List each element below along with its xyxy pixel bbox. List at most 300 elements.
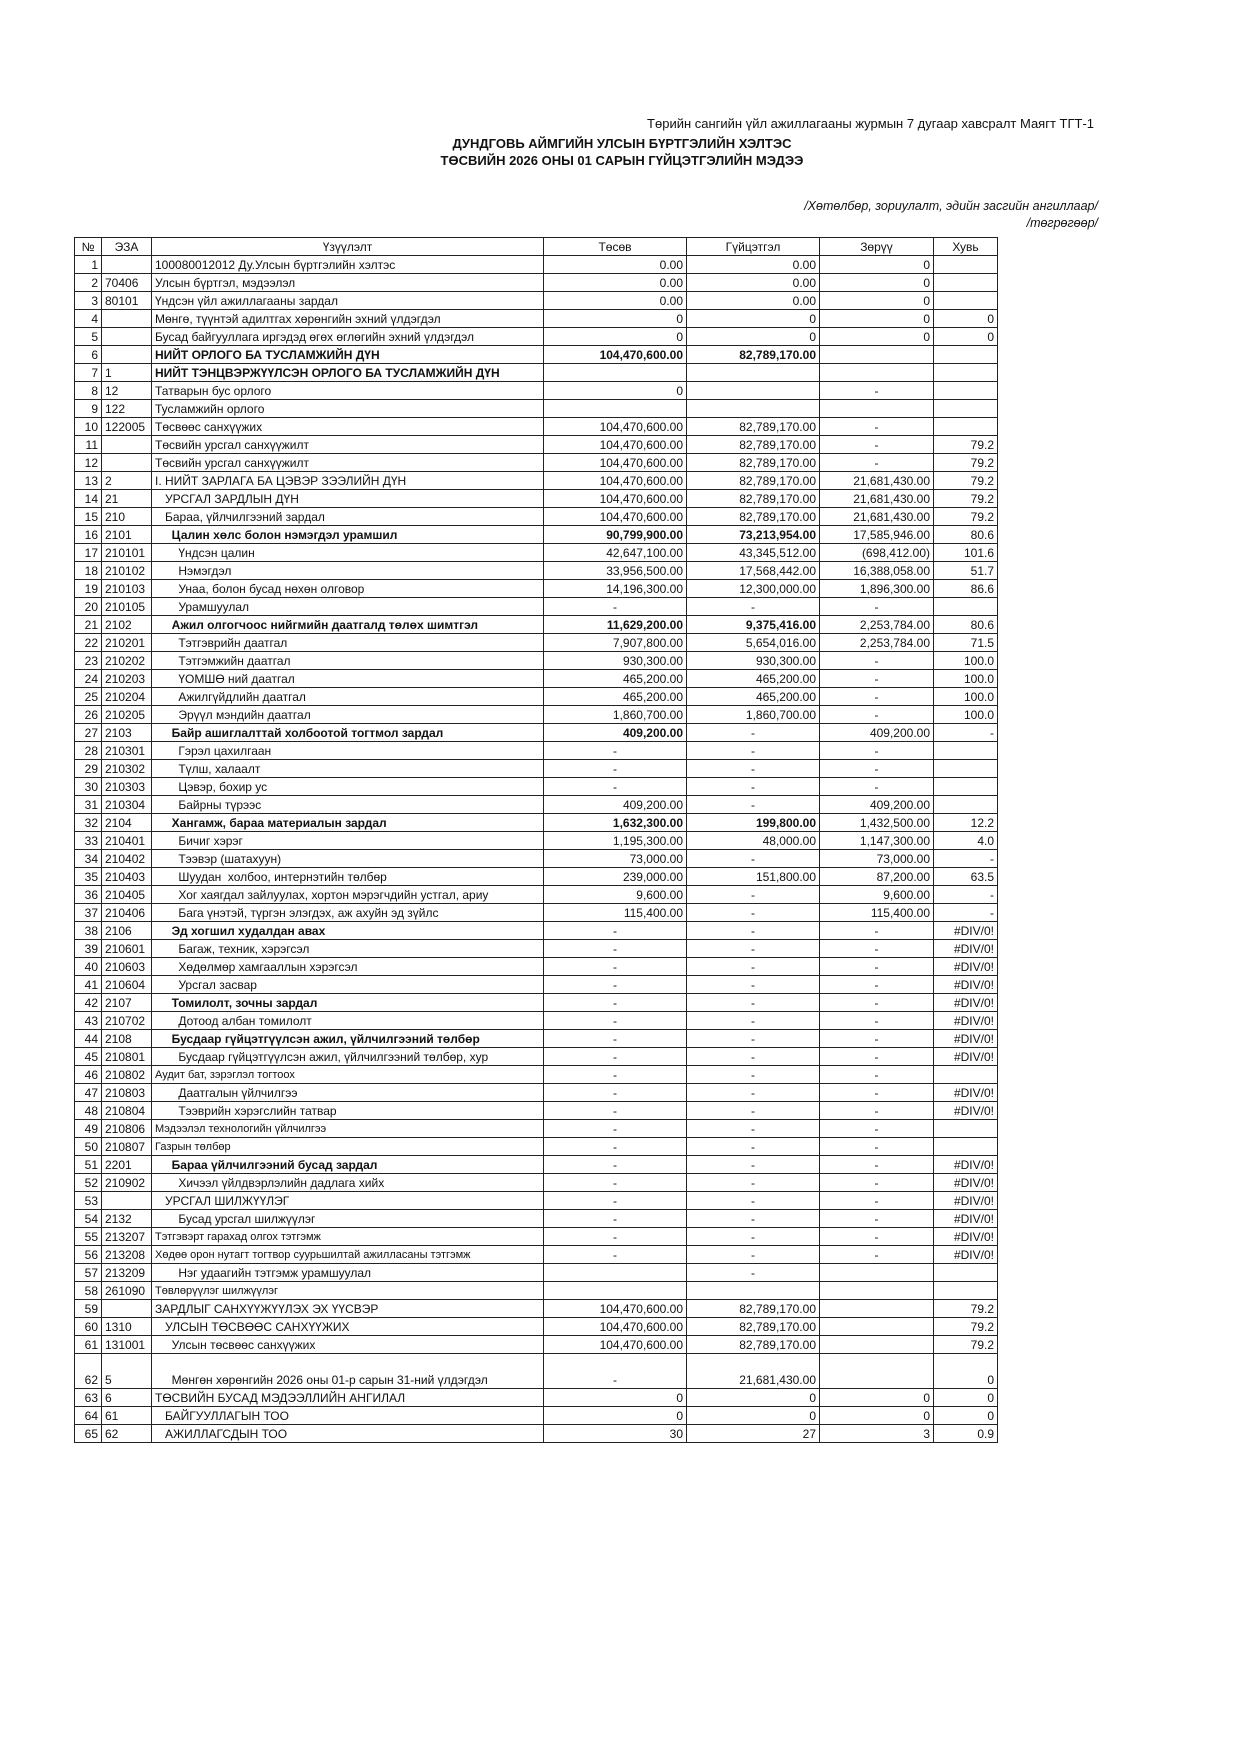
difference-value: 1,896,300.00 bbox=[820, 580, 934, 598]
actual-value: - bbox=[687, 742, 820, 760]
percent-value: #DIV/0! bbox=[934, 1102, 998, 1120]
percent-value: 100.0 bbox=[934, 652, 998, 670]
eza-code: 210201 bbox=[102, 634, 152, 652]
row-number: 24 bbox=[75, 670, 102, 688]
eza-code: 210302 bbox=[102, 760, 152, 778]
budget-value: 0 bbox=[544, 310, 687, 328]
table-row bbox=[75, 310, 998, 328]
row-number: 20 bbox=[75, 598, 102, 616]
table-row bbox=[75, 598, 998, 616]
table-row bbox=[75, 778, 998, 796]
row-number: 10 bbox=[75, 418, 102, 436]
table-row bbox=[75, 526, 998, 544]
difference-value: 0 bbox=[820, 328, 934, 346]
difference-value: 0 bbox=[820, 292, 934, 310]
percent-value: 100.0 bbox=[934, 688, 998, 706]
percent-value: 63.5 bbox=[934, 868, 998, 886]
percent-value: 79.2 bbox=[934, 436, 998, 454]
table-row bbox=[75, 562, 998, 580]
eza-code: 2102 bbox=[102, 616, 152, 634]
budget-value: - bbox=[544, 1354, 687, 1389]
row-number: 46 bbox=[75, 1066, 102, 1084]
budget-value: 104,470,600.00 bbox=[544, 1336, 687, 1354]
budget-value bbox=[544, 1282, 687, 1300]
difference-value: - bbox=[820, 454, 934, 472]
difference-value: 3 bbox=[820, 1425, 934, 1443]
difference-value: - bbox=[820, 742, 934, 760]
actual-value: 0.00 bbox=[687, 274, 820, 292]
difference-value bbox=[820, 1300, 934, 1318]
table-row bbox=[75, 1066, 998, 1084]
percent-value bbox=[934, 400, 998, 418]
difference-value: 409,200.00 bbox=[820, 796, 934, 814]
row-number: 22 bbox=[75, 634, 102, 652]
eza-code: 210403 bbox=[102, 868, 152, 886]
percent-value: #DIV/0! bbox=[934, 1084, 998, 1102]
difference-value: - bbox=[820, 1066, 934, 1084]
row-number: 11 bbox=[75, 436, 102, 454]
table-row bbox=[75, 1228, 998, 1246]
budget-value: - bbox=[544, 1156, 687, 1174]
percent-value: 79.2 bbox=[934, 508, 998, 526]
percent-value: 79.2 bbox=[934, 1336, 998, 1354]
table-row bbox=[75, 706, 998, 724]
indicator-name: Төсвийн урсгал санхүүжилт bbox=[152, 436, 544, 454]
indicator-name: Аудит бат, зэрэглэл тогтоох bbox=[152, 1066, 544, 1084]
actual-value: 9,375,416.00 bbox=[687, 616, 820, 634]
eza-code: 80101 bbox=[102, 292, 152, 310]
budget-value: - bbox=[544, 1246, 687, 1264]
indicator-name: Эд хогшил худалдан авах bbox=[152, 922, 544, 940]
percent-value: 80.6 bbox=[934, 526, 998, 544]
difference-value: - bbox=[820, 418, 934, 436]
indicator-name: Бараа, үйлчилгээний зардал bbox=[152, 508, 544, 526]
budget-value: - bbox=[544, 958, 687, 976]
actual-value: 82,789,170.00 bbox=[687, 454, 820, 472]
eza-code: 261090 bbox=[102, 1282, 152, 1300]
indicator-name: Хангамж, бараа материалын зардал bbox=[152, 814, 544, 832]
table-row bbox=[75, 1138, 998, 1156]
eza-code: 2132 bbox=[102, 1210, 152, 1228]
difference-value: - bbox=[820, 958, 934, 976]
budget-value: 0.00 bbox=[544, 256, 687, 274]
difference-value: - bbox=[820, 1174, 934, 1192]
budget-value: 409,200.00 bbox=[544, 796, 687, 814]
budget-value: 0 bbox=[544, 1389, 687, 1407]
table-row bbox=[75, 922, 998, 940]
table-row bbox=[75, 796, 998, 814]
percent-value: #DIV/0! bbox=[934, 1030, 998, 1048]
table-row bbox=[75, 1354, 998, 1389]
indicator-name: УРСГАЛ ЗАРДЛЫН ДҮН bbox=[152, 490, 544, 508]
percent-value: #DIV/0! bbox=[934, 1210, 998, 1228]
table-row bbox=[75, 760, 998, 778]
indicator-name: Гэрэл цахилгаан bbox=[152, 742, 544, 760]
eza-code: 210702 bbox=[102, 1012, 152, 1030]
eza-code: 12 bbox=[102, 382, 152, 400]
actual-value: - bbox=[687, 1228, 820, 1246]
budget-value: 33,956,500.00 bbox=[544, 562, 687, 580]
eza-code: 210802 bbox=[102, 1066, 152, 1084]
budget-value: 42,647,100.00 bbox=[544, 544, 687, 562]
actual-value: - bbox=[687, 1120, 820, 1138]
table-row bbox=[75, 1407, 998, 1425]
eza-code: 2104 bbox=[102, 814, 152, 832]
table-row bbox=[75, 976, 998, 994]
difference-value: - bbox=[820, 688, 934, 706]
indicator-name: БАЙГУУЛЛАГЫН ТОО bbox=[152, 1407, 544, 1425]
actual-value: 82,789,170.00 bbox=[687, 346, 820, 364]
row-number: 3 bbox=[75, 292, 102, 310]
difference-value: - bbox=[820, 1120, 934, 1138]
percent-value: 0 bbox=[934, 1354, 998, 1389]
percent-value bbox=[934, 1066, 998, 1084]
actual-value: 82,789,170.00 bbox=[687, 1318, 820, 1336]
eza-code: 210304 bbox=[102, 796, 152, 814]
actual-value: 0 bbox=[687, 328, 820, 346]
percent-value: #DIV/0! bbox=[934, 1174, 998, 1192]
indicator-name: Төсвөөс санхүүжих bbox=[152, 418, 544, 436]
row-number: 59 bbox=[75, 1300, 102, 1318]
actual-value: 27 bbox=[687, 1425, 820, 1443]
table-body bbox=[75, 256, 998, 1443]
row-number: 30 bbox=[75, 778, 102, 796]
eza-code: 1310 bbox=[102, 1318, 152, 1336]
percent-value bbox=[934, 418, 998, 436]
row-number: 50 bbox=[75, 1138, 102, 1156]
difference-value: - bbox=[820, 1228, 934, 1246]
indicator-name: Татварын бус орлого bbox=[152, 382, 544, 400]
actual-value bbox=[687, 382, 820, 400]
actual-value: 0.00 bbox=[687, 292, 820, 310]
difference-value: - bbox=[820, 1210, 934, 1228]
row-number: 45 bbox=[75, 1048, 102, 1066]
eza-code: 2106 bbox=[102, 922, 152, 940]
eza-code: 210101 bbox=[102, 544, 152, 562]
eza-code bbox=[102, 346, 152, 364]
indicator-name: ТӨСВИЙН БУСАД МЭДЭЭЛЛИЙН АНГИЛАЛ bbox=[152, 1389, 544, 1407]
header-eza: ЭЗА bbox=[102, 238, 152, 256]
eza-code: 2108 bbox=[102, 1030, 152, 1048]
budget-value: - bbox=[544, 922, 687, 940]
actual-value: 0 bbox=[687, 310, 820, 328]
budget-value: 1,860,700.00 bbox=[544, 706, 687, 724]
actual-value: 5,654,016.00 bbox=[687, 634, 820, 652]
eza-code: 210203 bbox=[102, 670, 152, 688]
row-number: 49 bbox=[75, 1120, 102, 1138]
actual-value: - bbox=[687, 904, 820, 922]
row-number: 34 bbox=[75, 850, 102, 868]
actual-value: - bbox=[687, 1066, 820, 1084]
budget-value: - bbox=[544, 1066, 687, 1084]
indicator-name: Мэдээлэл технологийн үйлчилгээ bbox=[152, 1120, 544, 1138]
actual-value: 21,681,430.00 bbox=[687, 1354, 820, 1389]
eza-code: 62 bbox=[102, 1425, 152, 1443]
indicator-name: НИЙТ ОРЛОГО БА ТУСЛАМЖИЙН ДҮН bbox=[152, 346, 544, 364]
indicator-name: Бичиг хэрэг bbox=[152, 832, 544, 850]
actual-value bbox=[687, 364, 820, 382]
difference-value: 2,253,784.00 bbox=[820, 634, 934, 652]
actual-value bbox=[687, 400, 820, 418]
indicator-name: Үндсэн цалин bbox=[152, 544, 544, 562]
difference-value: - bbox=[820, 922, 934, 940]
percent-value: 0.9 bbox=[934, 1425, 998, 1443]
indicator-name: Шуудан холбоо, интернэтийн төлбөр bbox=[152, 868, 544, 886]
eza-code bbox=[102, 1192, 152, 1210]
table-row bbox=[75, 1282, 998, 1300]
eza-code: 210405 bbox=[102, 886, 152, 904]
row-number: 37 bbox=[75, 904, 102, 922]
budget-value: 73,000.00 bbox=[544, 850, 687, 868]
row-number: 2 bbox=[75, 274, 102, 292]
actual-value: 12,300,000.00 bbox=[687, 580, 820, 598]
budget-value: 9,600.00 bbox=[544, 886, 687, 904]
row-number: 33 bbox=[75, 832, 102, 850]
actual-value: 1,860,700.00 bbox=[687, 706, 820, 724]
row-number: 19 bbox=[75, 580, 102, 598]
difference-value: 0 bbox=[820, 1389, 934, 1407]
percent-value bbox=[934, 364, 998, 382]
table-row bbox=[75, 1246, 998, 1264]
table-row bbox=[75, 382, 998, 400]
actual-value: - bbox=[687, 976, 820, 994]
difference-value bbox=[820, 400, 934, 418]
row-number: 14 bbox=[75, 490, 102, 508]
actual-value: 82,789,170.00 bbox=[687, 1336, 820, 1354]
budget-value: 104,470,600.00 bbox=[544, 1300, 687, 1318]
row-number: 7 bbox=[75, 364, 102, 382]
actual-value: - bbox=[687, 994, 820, 1012]
percent-value: 0 bbox=[934, 328, 998, 346]
actual-value: 465,200.00 bbox=[687, 688, 820, 706]
eza-code: 2107 bbox=[102, 994, 152, 1012]
eza-code bbox=[102, 310, 152, 328]
budget-value: - bbox=[544, 1048, 687, 1066]
difference-value: - bbox=[820, 670, 934, 688]
row-number: 31 bbox=[75, 796, 102, 814]
row-number: 12 bbox=[75, 454, 102, 472]
table-row bbox=[75, 454, 998, 472]
actual-value: - bbox=[687, 778, 820, 796]
actual-value: - bbox=[687, 940, 820, 958]
actual-value: - bbox=[687, 886, 820, 904]
eza-code: 210803 bbox=[102, 1084, 152, 1102]
budget-value: - bbox=[544, 1138, 687, 1156]
indicator-name: Нэг удаагийн тэтгэмж урамшуулал bbox=[152, 1264, 544, 1282]
difference-value: - bbox=[820, 382, 934, 400]
actual-value: 151,800.00 bbox=[687, 868, 820, 886]
indicator-name: Эрүүл мэндийн даатгал bbox=[152, 706, 544, 724]
budget-value: 0.00 bbox=[544, 292, 687, 310]
eza-code bbox=[102, 436, 152, 454]
difference-value: 409,200.00 bbox=[820, 724, 934, 742]
percent-value bbox=[934, 1264, 998, 1282]
eza-code bbox=[102, 1300, 152, 1318]
eza-code: 210402 bbox=[102, 850, 152, 868]
row-number: 38 bbox=[75, 922, 102, 940]
row-number: 61 bbox=[75, 1336, 102, 1354]
actual-value: - bbox=[687, 1156, 820, 1174]
eza-code: 210205 bbox=[102, 706, 152, 724]
table-row bbox=[75, 544, 998, 562]
row-number: 32 bbox=[75, 814, 102, 832]
table-row bbox=[75, 814, 998, 832]
eza-code: 122005 bbox=[102, 418, 152, 436]
difference-value: 0 bbox=[820, 256, 934, 274]
difference-value: - bbox=[820, 706, 934, 724]
eza-code: 210303 bbox=[102, 778, 152, 796]
table-row bbox=[75, 616, 998, 634]
row-number: 40 bbox=[75, 958, 102, 976]
row-number: 57 bbox=[75, 1264, 102, 1282]
budget-value: - bbox=[544, 994, 687, 1012]
actual-value: 82,789,170.00 bbox=[687, 472, 820, 490]
table-row bbox=[75, 868, 998, 886]
actual-value: - bbox=[687, 598, 820, 616]
budget-value bbox=[544, 364, 687, 382]
row-number: 13 bbox=[75, 472, 102, 490]
classification-note: /Хөтөлбөр, зориулалт, эдийн засгийн ангиллаар/ bbox=[804, 199, 1098, 213]
budget-value: - bbox=[544, 1174, 687, 1192]
indicator-name: Бусдаар гүйцэтгүүлсэн ажил, үйлчилгээний төлбөр bbox=[152, 1030, 544, 1048]
eza-code: 210102 bbox=[102, 562, 152, 580]
indicator-name: Бусад байгууллага иргэдэд өгөх өглөгийн эхний үлдэгдэл bbox=[152, 328, 544, 346]
row-number: 5 bbox=[75, 328, 102, 346]
table-row bbox=[75, 1030, 998, 1048]
table-row bbox=[75, 688, 998, 706]
difference-value: - bbox=[820, 652, 934, 670]
eza-code: 210807 bbox=[102, 1138, 152, 1156]
actual-value: - bbox=[687, 1048, 820, 1066]
percent-value: #DIV/0! bbox=[934, 1012, 998, 1030]
percent-value bbox=[934, 256, 998, 274]
percent-value: 79.2 bbox=[934, 490, 998, 508]
percent-value bbox=[934, 1120, 998, 1138]
actual-value: - bbox=[687, 760, 820, 778]
budget-value: - bbox=[544, 598, 687, 616]
percent-value bbox=[934, 346, 998, 364]
indicator-name: Улсын бүртгэл, мэдээлэл bbox=[152, 274, 544, 292]
indicator-name: Цэвэр, бохир ус bbox=[152, 778, 544, 796]
document-title: ДУНДГОВЬ АЙМГИЙН УЛСЫН БҮРТГЭЛИЙН ХЭЛТЭС bbox=[452, 136, 792, 151]
indicator-name: Даатгалын үйлчилгээ bbox=[152, 1084, 544, 1102]
indicator-name: Ажил олгогчоос нийгмийн даатгалд төлөх шимтгэл bbox=[152, 616, 544, 634]
budget-value: 0 bbox=[544, 382, 687, 400]
difference-value bbox=[820, 1264, 934, 1282]
eza-code: 5 bbox=[102, 1354, 152, 1389]
indicator-name: Төвлөрүүлэг шилжүүлэг bbox=[152, 1282, 544, 1300]
row-number: 56 bbox=[75, 1246, 102, 1264]
row-number: 29 bbox=[75, 760, 102, 778]
row-number: 16 bbox=[75, 526, 102, 544]
eza-code: 61 bbox=[102, 1407, 152, 1425]
indicator-name: Унаа, болон бусад нөхөн олговор bbox=[152, 580, 544, 598]
row-number: 53 bbox=[75, 1192, 102, 1210]
budget-value: - bbox=[544, 778, 687, 796]
actual-value: 199,800.00 bbox=[687, 814, 820, 832]
percent-value: 0 bbox=[934, 310, 998, 328]
actual-value: - bbox=[687, 1246, 820, 1264]
difference-value: - bbox=[820, 1156, 934, 1174]
row-number: 63 bbox=[75, 1389, 102, 1407]
table-row bbox=[75, 274, 998, 292]
indicator-name: Газрын төлбөр bbox=[152, 1138, 544, 1156]
difference-value: - bbox=[820, 760, 934, 778]
table-row bbox=[75, 256, 998, 274]
budget-value: - bbox=[544, 1120, 687, 1138]
budget-value: 409,200.00 bbox=[544, 724, 687, 742]
row-number: 26 bbox=[75, 706, 102, 724]
budget-value: - bbox=[544, 1102, 687, 1120]
percent-value: - bbox=[934, 886, 998, 904]
actual-value: - bbox=[687, 1030, 820, 1048]
eza-code: 210105 bbox=[102, 598, 152, 616]
actual-value: 82,789,170.00 bbox=[687, 418, 820, 436]
row-number: 55 bbox=[75, 1228, 102, 1246]
indicator-name: Улсын төсвөөс санхүүжих bbox=[152, 1336, 544, 1354]
percent-value: 0 bbox=[934, 1389, 998, 1407]
table-row bbox=[75, 1192, 998, 1210]
actual-value: - bbox=[687, 1192, 820, 1210]
table-row bbox=[75, 1210, 998, 1228]
row-number: 4 bbox=[75, 310, 102, 328]
indicator-name: Тэтгэвэрт гарахад олгох тэтгэмж bbox=[152, 1228, 544, 1246]
percent-value: 4.0 bbox=[934, 832, 998, 850]
budget-value: 1,632,300.00 bbox=[544, 814, 687, 832]
budget-value: 104,470,600.00 bbox=[544, 418, 687, 436]
table-row bbox=[75, 1120, 998, 1138]
header-no: № bbox=[75, 238, 102, 256]
percent-value bbox=[934, 274, 998, 292]
row-number: 27 bbox=[75, 724, 102, 742]
percent-value: 71.5 bbox=[934, 634, 998, 652]
difference-value: - bbox=[820, 1138, 934, 1156]
table-row bbox=[75, 886, 998, 904]
percent-value: 79.2 bbox=[934, 454, 998, 472]
difference-value: - bbox=[820, 1102, 934, 1120]
actual-value bbox=[687, 1282, 820, 1300]
indicator-name: Байрны түрээс bbox=[152, 796, 544, 814]
table-row bbox=[75, 1012, 998, 1030]
table-row bbox=[75, 1174, 998, 1192]
actual-value: 82,789,170.00 bbox=[687, 436, 820, 454]
percent-value bbox=[934, 292, 998, 310]
indicator-name: Багаж, техник, хэрэгсэл bbox=[152, 940, 544, 958]
eza-code: 210601 bbox=[102, 940, 152, 958]
table-row bbox=[75, 652, 998, 670]
budget-value: - bbox=[544, 976, 687, 994]
difference-value: 1,432,500.00 bbox=[820, 814, 934, 832]
row-number: 39 bbox=[75, 940, 102, 958]
percent-value: 100.0 bbox=[934, 706, 998, 724]
actual-value: - bbox=[687, 1210, 820, 1228]
indicator-name: Мөнгө, түүнтэй адилтгах хөрөнгийн эхний үлдэгдэл bbox=[152, 310, 544, 328]
actual-value: - bbox=[687, 850, 820, 868]
indicator-name: Үндсэн үйл ажиллагааны зардал bbox=[152, 292, 544, 310]
actual-value: - bbox=[687, 922, 820, 940]
row-number: 25 bbox=[75, 688, 102, 706]
actual-value: - bbox=[687, 1264, 820, 1282]
table-header-row bbox=[75, 238, 998, 256]
row-number: 62 bbox=[75, 1354, 102, 1389]
budget-value: - bbox=[544, 1228, 687, 1246]
percent-value: 0 bbox=[934, 1407, 998, 1425]
budget-value: - bbox=[544, 940, 687, 958]
percent-value: - bbox=[934, 904, 998, 922]
indicator-name: Мөнгөн хөрөнгийн 2026 оны 01-р сарын 31-ний үлдэгдэл bbox=[152, 1354, 544, 1389]
actual-value: 0 bbox=[687, 1389, 820, 1407]
percent-value: #DIV/0! bbox=[934, 958, 998, 976]
